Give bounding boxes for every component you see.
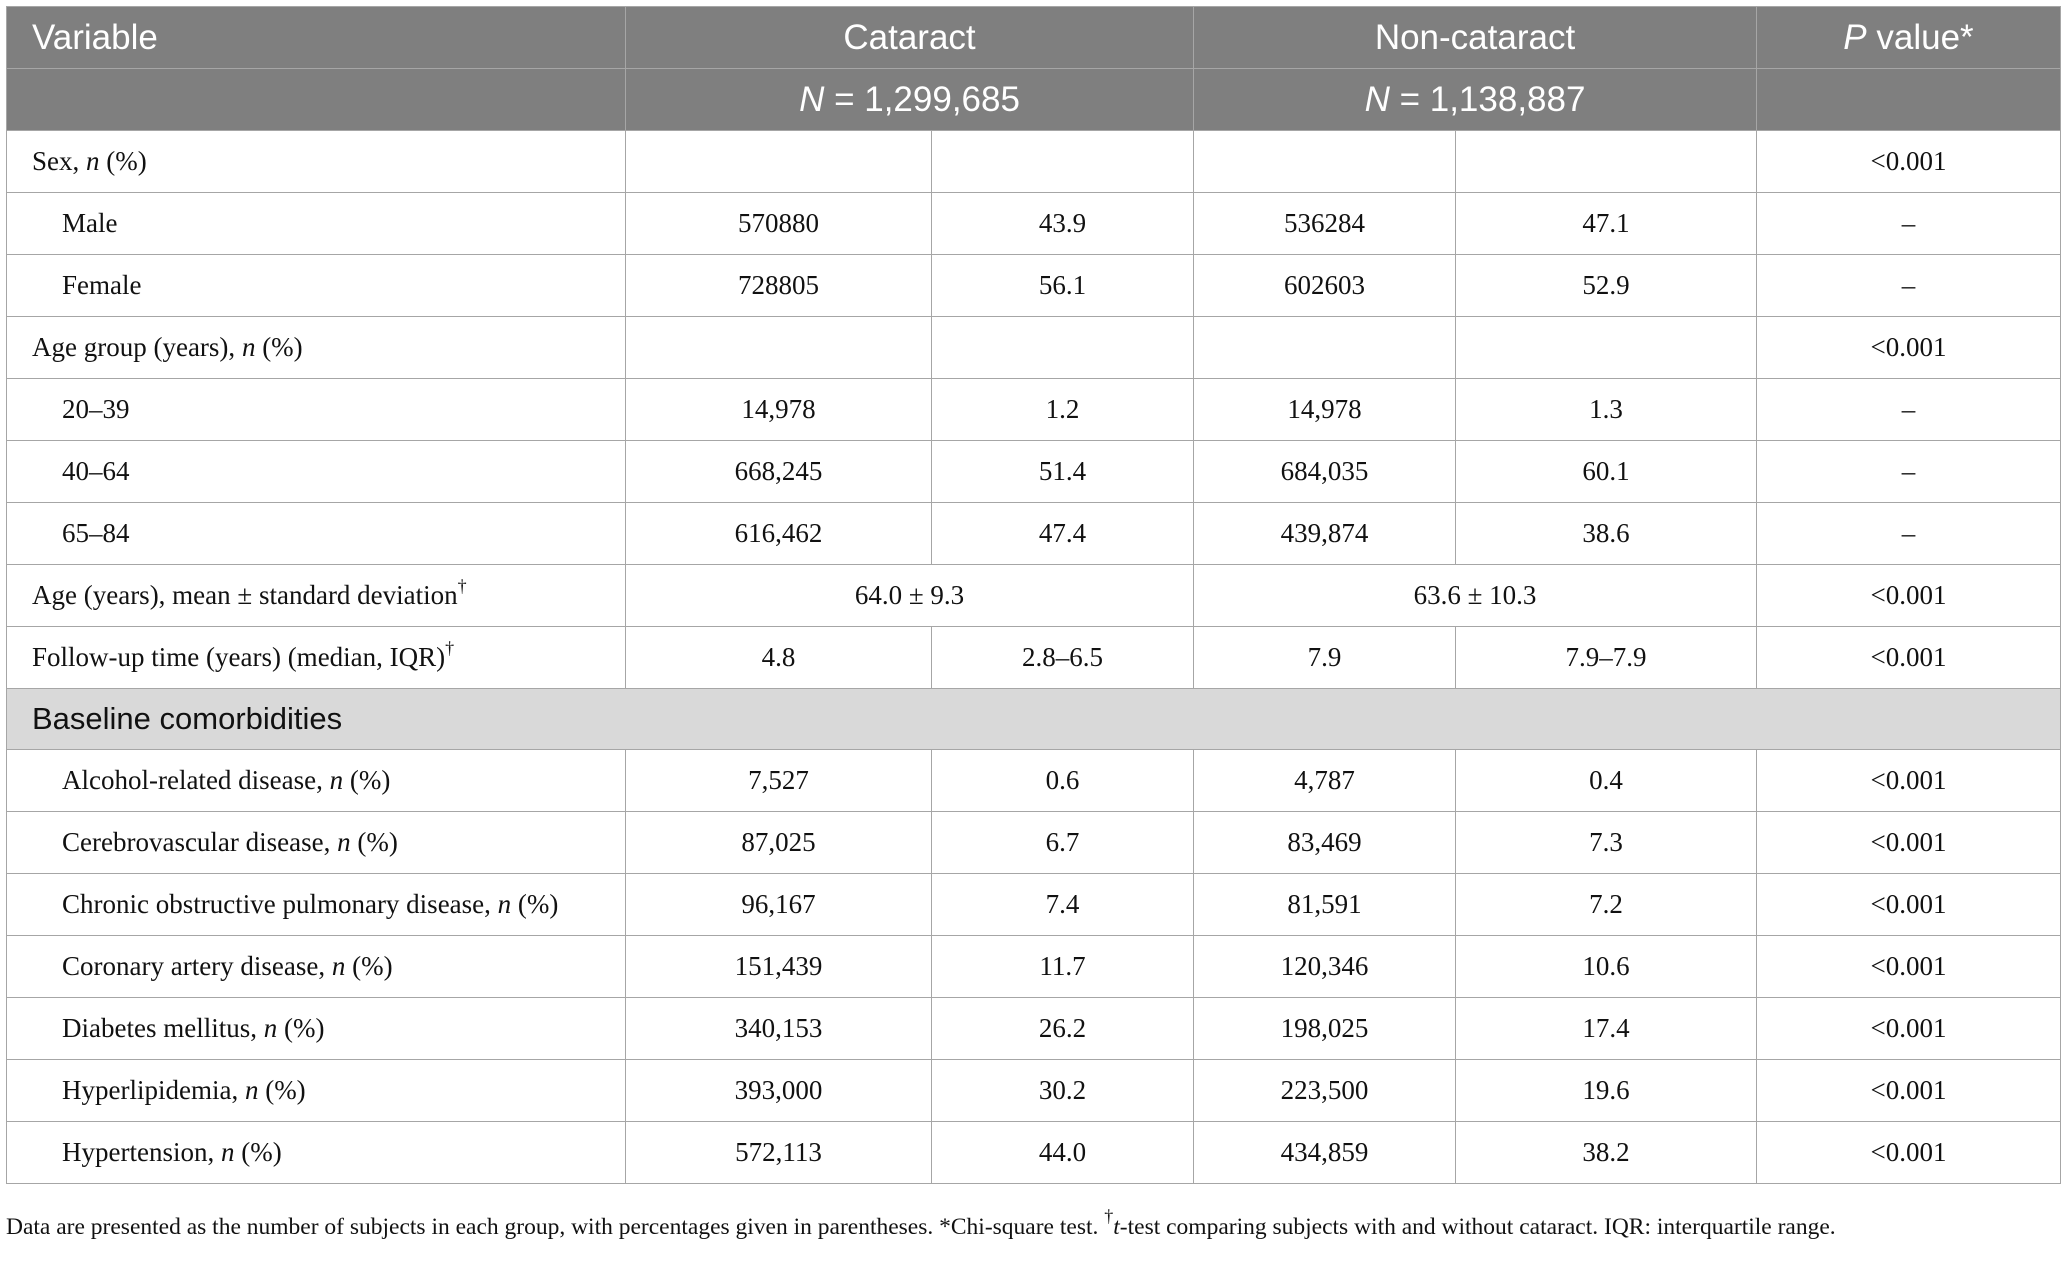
label-italic: n: [244, 1075, 259, 1105]
p-value: –: [1757, 503, 2061, 565]
p-value: –: [1757, 193, 2061, 255]
label-text: Coronary artery disease,: [62, 951, 332, 981]
label-dagger: †: [445, 638, 455, 658]
header-p-value: [1757, 7, 2061, 69]
p-value: –: [1757, 379, 2061, 441]
cataract-percent: 51.4: [932, 441, 1194, 503]
label-tail: (%): [343, 765, 391, 795]
non-cataract-count: 684,035: [1194, 441, 1456, 503]
label-italic: n: [337, 827, 351, 857]
row-label: [7, 255, 626, 317]
cataract-count: 570880: [626, 193, 932, 255]
p-value: <0.001: [1757, 936, 2061, 998]
table-row: [7, 441, 2061, 503]
label-italic: n: [263, 1013, 278, 1043]
non-cataract-percent: 38.2: [1456, 1122, 1757, 1184]
non-cataract-count: 7.9: [1194, 627, 1456, 689]
cataract-count: 728805: [626, 255, 932, 317]
non-cataract-count: 602603: [1194, 255, 1456, 317]
p-value: <0.001: [1757, 131, 2061, 193]
p-value: <0.001: [1757, 998, 2061, 1060]
table-row: [7, 255, 2061, 317]
table-row: [7, 627, 2061, 689]
non-cataract-count: [1194, 317, 1456, 379]
non-cataract-count: 223,500: [1194, 1060, 1456, 1122]
table-row: [7, 131, 2061, 193]
non-cataract-count: 81,591: [1194, 874, 1456, 936]
cataract-percent: [932, 317, 1194, 379]
row-label: [7, 441, 626, 503]
cataract-percent: 56.1: [932, 255, 1194, 317]
p-value: <0.001: [1757, 874, 2061, 936]
cataract-percent: 11.7: [932, 936, 1194, 998]
p-value: <0.001: [1757, 565, 2061, 627]
non-cataract-percent: 47.1: [1456, 193, 1757, 255]
header-row: [7, 7, 2061, 69]
table-row: [7, 750, 2061, 812]
table-footnote: [6, 1206, 2060, 1244]
label-tail: (%): [234, 1137, 282, 1167]
non-cataract-percent: 0.4: [1456, 750, 1757, 812]
n-italic: N: [799, 79, 825, 119]
table-row: [7, 936, 2061, 998]
label-tail: (%): [99, 146, 147, 176]
cataract-percent: [932, 131, 1194, 193]
row-label: [7, 812, 626, 874]
cataract-percent: 47.4: [932, 503, 1194, 565]
non-cataract-value: 63.6 ± 10.3: [1194, 565, 1757, 627]
row-label: [7, 131, 626, 193]
p-italic: P: [1843, 17, 1867, 57]
label-tail: (%): [350, 827, 398, 857]
non-cataract-count: 198,025: [1194, 998, 1456, 1060]
table-row: [7, 193, 2061, 255]
cataract-count: 340,153: [626, 998, 932, 1060]
non-cataract-percent: [1456, 131, 1757, 193]
footnote-dagger: †: [1104, 1206, 1114, 1226]
label-text: Hypertension,: [62, 1137, 221, 1167]
table-container: [6, 6, 2060, 1184]
cataract-count: 7,527: [626, 750, 932, 812]
table-row: [7, 998, 2061, 1060]
label-italic: n: [220, 1137, 235, 1167]
non-cataract-percent: 52.9: [1456, 255, 1757, 317]
label-text: Sex,: [32, 146, 86, 176]
non-cataract-percent: 10.6: [1456, 936, 1757, 998]
table-header: [7, 7, 2061, 131]
row-label: [7, 936, 626, 998]
section-title: Baseline comorbidities: [7, 689, 2061, 750]
header-cataract-n: [626, 69, 1194, 131]
table-row: [7, 317, 2061, 379]
non-cataract-count: 120,346: [1194, 936, 1456, 998]
non-cataract-percent: 19.6: [1456, 1060, 1757, 1122]
p-value: <0.001: [1757, 812, 2061, 874]
cataract-percent: 6.7: [932, 812, 1194, 874]
non-cataract-count: 83,469: [1194, 812, 1456, 874]
cataract-percent: 44.0: [932, 1122, 1194, 1184]
label-text: Cerebrovascular disease,: [62, 827, 338, 857]
cataract-count: 14,978: [626, 379, 932, 441]
table-row: [7, 874, 2061, 936]
cataract-count: 616,462: [626, 503, 932, 565]
label-text: Age (years), mean ± standard deviation: [32, 580, 458, 610]
header-non-cataract-n: [1194, 69, 1757, 131]
label-text: 65–84: [62, 518, 130, 548]
label-italic: n: [329, 765, 344, 795]
table-row: [7, 812, 2061, 874]
data-table: [6, 6, 2061, 1184]
label-italic: n: [86, 146, 100, 176]
non-cataract-count: 434,859: [1194, 1122, 1456, 1184]
cataract-percent: 1.2: [932, 379, 1194, 441]
cataract-percent: 26.2: [932, 998, 1194, 1060]
label-dagger: †: [457, 576, 467, 596]
label-text: 20–39: [62, 394, 130, 424]
label-tail: (%): [511, 889, 559, 919]
header-n-row: [7, 69, 2061, 131]
row-label: [7, 750, 626, 812]
p-value: –: [1757, 441, 2061, 503]
label-text: Alcohol-related disease,: [62, 765, 330, 795]
label-italic: n: [331, 951, 346, 981]
label-italic: n: [241, 332, 256, 362]
cataract-percent: 2.8–6.5: [932, 627, 1194, 689]
non-cataract-count: 439,874: [1194, 503, 1456, 565]
n-value: = 1,299,685: [824, 79, 1020, 119]
row-label: [7, 627, 626, 689]
cataract-count: [626, 317, 932, 379]
non-cataract-percent: 7.2: [1456, 874, 1757, 936]
cataract-percent: 30.2: [932, 1060, 1194, 1122]
label-text: Hyperlipidemia,: [62, 1075, 245, 1105]
header-cataract: Cataract: [626, 7, 1194, 69]
table-row: [7, 379, 2061, 441]
n-italic: N: [1364, 79, 1390, 119]
non-cataract-percent: 60.1: [1456, 441, 1757, 503]
table-row: [7, 1122, 2061, 1184]
p-value: <0.001: [1757, 317, 2061, 379]
p-rest: value*: [1866, 17, 1974, 57]
label-italic: n: [497, 889, 512, 919]
label-text: Male: [62, 208, 118, 238]
label-text: Age group (years),: [32, 332, 242, 362]
row-label: [7, 317, 626, 379]
label-text: Follow-up time (years) (median, IQR): [32, 642, 446, 672]
cataract-count: 393,000: [626, 1060, 932, 1122]
row-label: [7, 379, 626, 441]
cataract-count: 572,113: [626, 1122, 932, 1184]
p-value: <0.001: [1757, 1122, 2061, 1184]
label-text: Female: [62, 270, 142, 300]
non-cataract-percent: 7.9–7.9: [1456, 627, 1757, 689]
label-tail: (%): [258, 1075, 306, 1105]
non-cataract-count: 14,978: [1194, 379, 1456, 441]
cataract-percent: 0.6: [932, 750, 1194, 812]
label-text: 40–64: [62, 456, 130, 486]
non-cataract-percent: 1.3: [1456, 379, 1757, 441]
p-value: <0.001: [1757, 627, 2061, 689]
label-tail: (%): [255, 332, 303, 362]
cataract-count: 96,167: [626, 874, 932, 936]
label-tail: (%): [277, 1013, 325, 1043]
cataract-percent: 43.9: [932, 193, 1194, 255]
row-label: [7, 1122, 626, 1184]
cataract-count: 151,439: [626, 936, 932, 998]
non-cataract-count: [1194, 131, 1456, 193]
header-non-cataract: Non-cataract: [1194, 7, 1757, 69]
table-body: [7, 131, 2061, 1184]
footnote-part2: -test comparing subjects with and without cataract. IQR: interquartile range.: [1119, 1214, 1836, 1240]
cataract-count: 668,245: [626, 441, 932, 503]
p-value: <0.001: [1757, 750, 2061, 812]
header-variable: Variable: [7, 7, 626, 69]
non-cataract-percent: [1456, 317, 1757, 379]
n-value: = 1,138,887: [1389, 79, 1586, 119]
non-cataract-count: 536284: [1194, 193, 1456, 255]
row-label: [7, 503, 626, 565]
footnote-t: t: [1113, 1214, 1120, 1240]
non-cataract-percent: 7.3: [1456, 812, 1757, 874]
non-cataract-percent: 38.6: [1456, 503, 1757, 565]
footnote-part1: Data are presented as the number of subjects in each group, with percentages given in parentheses. *Chi-square test.: [6, 1214, 1105, 1240]
cataract-count: [626, 131, 932, 193]
p-value: <0.001: [1757, 1060, 2061, 1122]
header-empty: [7, 69, 626, 131]
label-text: Chronic obstructive pulmonary disease,: [62, 889, 498, 919]
p-value: –: [1757, 255, 2061, 317]
non-cataract-count: 4,787: [1194, 750, 1456, 812]
table-row: [7, 503, 2061, 565]
non-cataract-percent: 17.4: [1456, 998, 1757, 1060]
label-text: Diabetes mellitus,: [62, 1013, 264, 1043]
label-tail: (%): [345, 951, 393, 981]
row-label: [7, 874, 626, 936]
row-label: [7, 1060, 626, 1122]
cataract-percent: 7.4: [932, 874, 1194, 936]
row-label: [7, 193, 626, 255]
cataract-value: 64.0 ± 9.3: [626, 565, 1194, 627]
table-row: [7, 565, 2061, 627]
table-row: [7, 1060, 2061, 1122]
row-label: [7, 998, 626, 1060]
section-row: [7, 689, 2061, 750]
cataract-count: 87,025: [626, 812, 932, 874]
header-empty: [1757, 69, 2061, 131]
cataract-count: 4.8: [626, 627, 932, 689]
row-label: [7, 565, 626, 627]
